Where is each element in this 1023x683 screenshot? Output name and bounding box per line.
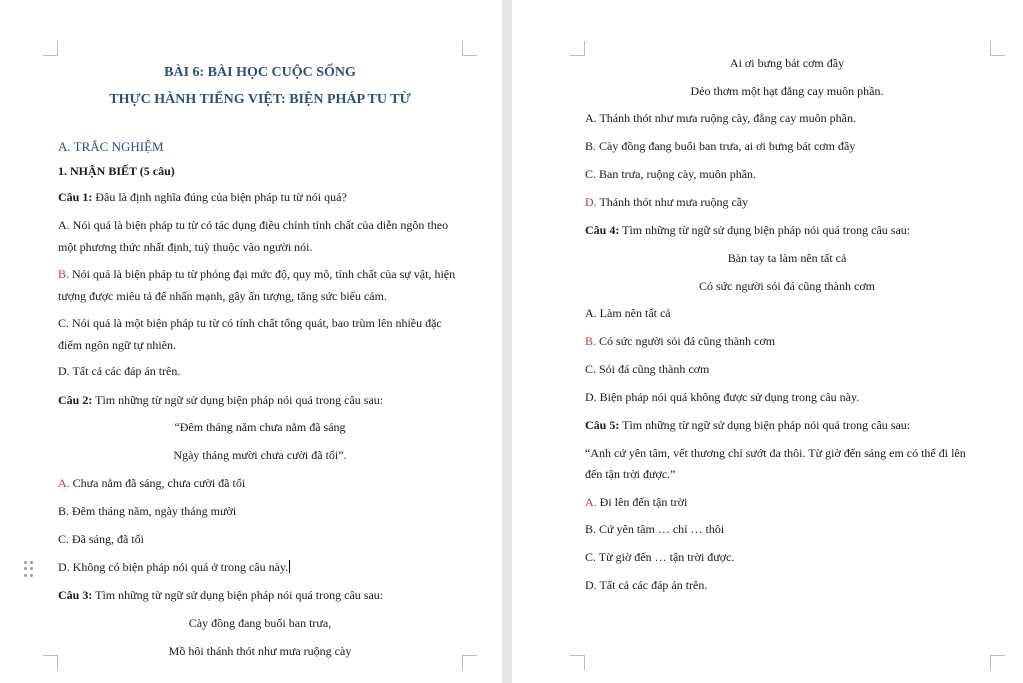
correct-answer-letter: A. [585,495,597,509]
question-label: Câu 5: [585,418,620,432]
lesson-title: BÀI 6: BÀI HỌC CUỘC SỐNG [164,65,356,80]
document-page-right [512,0,1023,683]
quote-line: Ngày tháng mười chưa cười đã tối”. [173,448,347,462]
question-4[interactable] [585,222,910,238]
correct-answer-letter: D. [585,195,597,209]
question-label: Câu 1: [58,190,93,204]
answer-text: Có sức người sỏi đá cũng thành cơm [596,334,776,348]
answer-b-line1[interactable] [58,266,455,282]
crop-mark [43,41,58,56]
level-heading: 1. NHẬN BIẾT (5 câu) [58,164,175,178]
question-1[interactable] [58,189,347,205]
answer-b[interactable]: B. Cứ yên tâm … chỉ … thôi [585,522,725,536]
crop-mark [990,41,1005,56]
quote-line: Cày đồng đang buổi ban trưa, [188,616,332,630]
answer-d[interactable]: D. Biện pháp nói quá không được sử dụng trong câu này. [585,390,860,404]
crop-mark [990,655,1005,670]
answer-a[interactable] [585,494,687,510]
quote-line: “Anh cứ yên tâm, vết thương chỉ sướt da thôi. Từ giờ đến sáng em có thể đi lên [585,446,966,460]
answer-c[interactable]: C. Từ giờ đến … tận trời được. [585,550,735,564]
section-heading: A. TRẮC NGHIỆM [58,139,164,154]
quote-line: Có sức người sỏi đá cũng thành cơm [698,279,875,293]
answer-text: Nói quá là biện pháp tu từ phóng đại mức độ, quy mô, tính chất của sự vật, hiện [69,267,456,281]
answer-c[interactable]: C. Sỏi đá cũng thành cơm [585,362,710,376]
correct-answer-letter: B. [58,267,70,281]
crop-mark [462,41,477,56]
correct-answer-letter: A. [58,476,70,490]
question-5[interactable] [585,417,910,433]
question-text: Tìm những từ ngữ sử dụng biện pháp nói quá trong câu sau: [619,418,911,432]
answer-a[interactable]: A. Làm nên tất cả [585,306,671,320]
quote-line: Ai ơi bưng bát cơm đầy [729,56,845,70]
text-cursor [289,560,290,573]
answer-b[interactable] [585,333,775,349]
question-3[interactable] [58,587,383,603]
answer-c[interactable]: C. Đã sáng, đã tối [58,532,144,546]
lesson-subtitle: THỰC HÀNH TIẾNG VIỆT: BIỆN PHÁP TU TỪ [109,92,411,107]
answer-d[interactable]: D. Tất cả các đáp án trên. [585,578,708,592]
quote-line: “Đêm tháng năm chưa nằm đã sáng [174,420,346,434]
answer-d[interactable]: D. Tất cả các đáp án trên. [58,364,181,378]
answer-a-line1[interactable]: A. Nói quá là biện pháp tu từ có tác dụng điều chỉnh tính chất của diễn ngôn theo [58,218,449,232]
question-text: Tìm những từ ngữ sử dụng biện pháp nói quá trong câu sau: [92,393,384,407]
quote-line: Dẻo thơm một hạt đắng cay muôn phần. [690,84,884,98]
answer-text: Chưa nằm đã sáng, chưa cười đã tối [69,476,246,490]
answer-b[interactable]: B. Đêm tháng năm, ngày tháng mười [58,504,237,518]
answer-text: Thánh thót như mưa ruộng cầy [596,195,749,209]
crop-mark [570,41,585,56]
drag-handle-icon[interactable] [24,561,33,577]
quote-line: Bàn tay ta làm nên tất cả [727,251,847,265]
crop-mark [462,655,477,670]
question-label: Câu 3: [58,588,93,602]
question-label: Câu 2: [58,393,93,407]
quote-line: Mồ hôi thánh thót như mưa ruộng cày [168,644,352,658]
correct-answer-letter: B. [585,334,597,348]
answer-b-line2[interactable]: tượng được miêu tả để nhấn mạnh, gây ấn tượng, tăng sức biểu cảm. [58,289,387,303]
question-text: Tìm những từ ngữ sử dụng biện pháp nói quá trong câu sau: [619,223,911,237]
answer-a[interactable] [58,475,245,491]
question-text: Tìm những từ ngữ sử dụng biện pháp nói quá trong câu sau: [92,588,384,602]
answer-d[interactable] [58,559,290,575]
answer-c-line2[interactable]: điểm ngôn ngữ tự nhiên. [58,338,176,352]
question-label: Câu 4: [585,223,620,237]
answer-text: Đi lên đến tận trời [596,495,688,509]
crop-mark [43,655,58,670]
question-text: Đâu là định nghĩa đúng của biện pháp tu từ nói quá? [92,190,347,204]
answer-c-line1[interactable]: C. Nói quá là một biện pháp tu từ có tính chất tổng quát, bao trùm lên nhiều đặc [58,316,442,330]
quote-line: đến tận trời được.” [585,467,676,481]
answer-d[interactable] [585,194,748,210]
answer-a-line2[interactable]: một phương thức nhất định, tuỳ thuộc vào người nói. [58,240,313,254]
document-page-left [0,0,502,683]
crop-mark [570,655,585,670]
answer-text: D. Không có biện pháp nói quá ở trong câu này. [58,560,289,574]
question-2[interactable] [58,392,383,408]
answer-a[interactable]: A. Thánh thót như mưa ruộng cày, đắng cay muôn phần. [585,111,856,125]
answer-b[interactable]: B. Cày đồng đang buổi ban trưa, ai ơi bưng bát cơm đầy [585,139,856,153]
answer-c[interactable]: C. Ban trưa, ruộng cày, muôn phần. [585,167,757,181]
